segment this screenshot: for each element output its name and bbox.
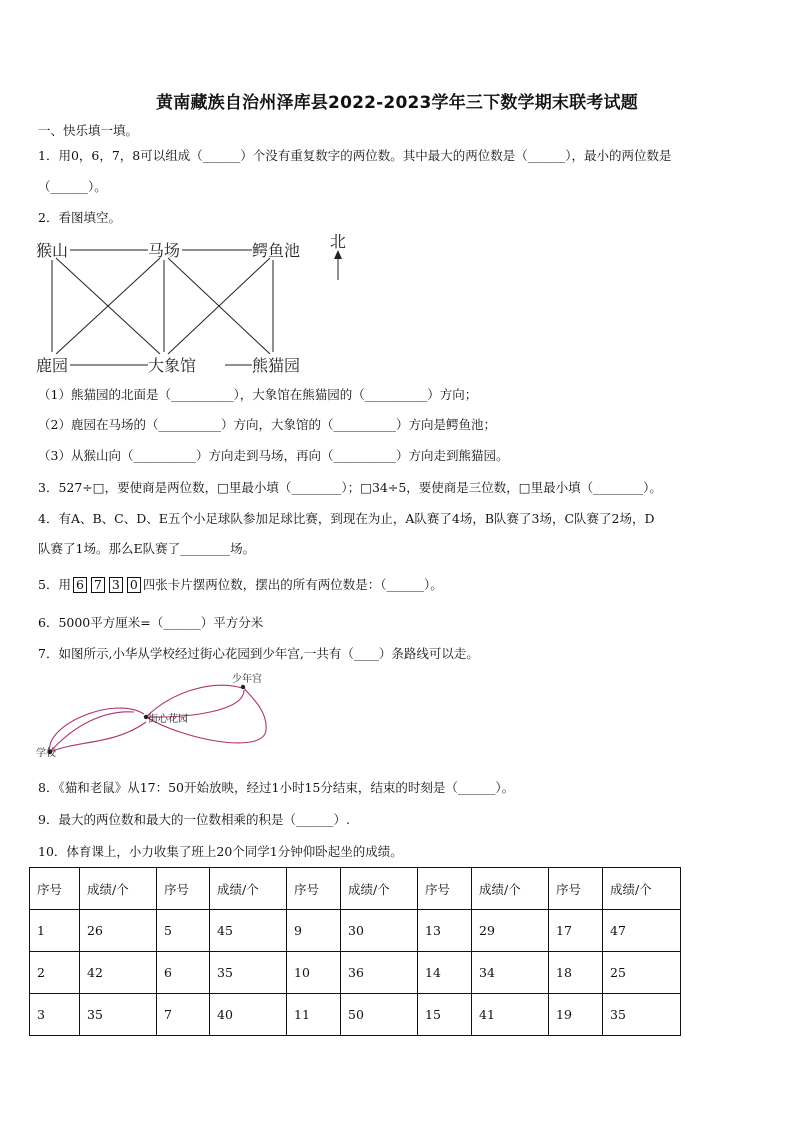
question-2-sub-3: （3）从猴山向（__________）方向走到马场，再向（__________）方向走到熊猫园。 (38, 448, 509, 463)
table-row (30, 952, 681, 994)
question-8: 8．《猫和老鼠》从17：50开始放映，经过1小时15分结束，结束的时刻是（______）。 (38, 780, 515, 795)
question-9: 9．最大的两位数和最大的一位数相乘的积是（______）. (38, 812, 350, 827)
header-cell: 成绩/个 (603, 868, 681, 910)
table-cell: 29 (472, 910, 549, 952)
map-label-eyuchi: 鳄鱼池 (252, 241, 301, 260)
table-cell: 42 (80, 952, 157, 994)
table-cell: 35 (210, 952, 287, 994)
map-label-xiongmaoyuan: 熊猫园 (252, 356, 301, 375)
table-cell: 34 (472, 952, 549, 994)
table-cell: 25 (603, 952, 681, 994)
zoo-map-diagram (30, 228, 360, 378)
map-label-machang: 马场 (148, 241, 181, 260)
route-diagram (34, 670, 284, 770)
table-cell: 19 (549, 994, 603, 1036)
question-1-line-2: （______）。 (38, 179, 107, 194)
header-cell: 成绩/个 (472, 868, 549, 910)
question-2-sub-1: （1）熊猫园的北面是（__________），大象馆在熊猫园的（__________）方向； (38, 387, 478, 402)
table-cell: 35 (603, 994, 681, 1036)
question-10: 10．体育课上，小力收集了班上20个同学1分钟仰卧起坐的成绩。 (38, 844, 403, 859)
table-cell: 2 (30, 952, 80, 994)
question-2-sub-2: （2）鹿园在马场的（__________）方向，大象馆的（__________）方向是鳄鱼池； (38, 417, 496, 432)
table-cell: 11 (287, 994, 341, 1036)
map-label-luyuan: 鹿园 (36, 356, 69, 375)
route-garden-palace-1 (146, 685, 242, 717)
table-cell: 40 (210, 994, 287, 1036)
question-6: 6．5000平方厘米=（______）平方分米 (38, 615, 264, 630)
section-heading: 一、快乐填一填。 (38, 123, 139, 138)
question-5 (38, 577, 443, 593)
north-label: 北 (330, 232, 347, 251)
digit-card: 7 (91, 577, 105, 593)
header-cell: 序号 (30, 868, 80, 910)
header-cell: 成绩/个 (341, 868, 418, 910)
table-row (30, 994, 681, 1036)
label-garden: 街心花园 (148, 714, 188, 725)
table-cell: 15 (418, 994, 472, 1036)
table-cell: 1 (30, 910, 80, 952)
label-school: 学校 (36, 748, 56, 759)
north-arrow-icon (334, 250, 342, 259)
header-cell: 序号 (418, 868, 472, 910)
question-2-prompt: 2．看图填空。 (38, 210, 121, 225)
question-3: 3．527÷□，要使商是两位数，□里最小填（________）；□34÷5，要使商是三位数，□里最小填（________）。 (38, 480, 662, 495)
table-cell: 7 (157, 994, 210, 1036)
table-cell: 14 (418, 952, 472, 994)
map-label-houshan: 猴山 (36, 241, 69, 260)
table-cell: 45 (210, 910, 287, 952)
header-cell: 序号 (157, 868, 210, 910)
header-cell: 序号 (549, 868, 603, 910)
question-1-line-1: 1．用0，6，7，8可以组成（______）个没有重复数字的两位数。其中最大的两位数是（______），最小的两位数是 (38, 148, 672, 163)
table-cell: 17 (549, 910, 603, 952)
table-cell: 9 (287, 910, 341, 952)
scores-table (29, 867, 681, 1036)
table-cell: 50 (341, 994, 418, 1036)
map-label-daxiangguan: 大象馆 (148, 356, 197, 375)
table-cell: 10 (287, 952, 341, 994)
table-header-row (30, 868, 681, 910)
question-5-suffix: 四张卡片摆两位数，摆出的所有两位数是：（______）。 (142, 577, 443, 592)
table-cell: 47 (603, 910, 681, 952)
table-cell: 6 (157, 952, 210, 994)
route-school-garden-1 (50, 712, 134, 752)
table-cell: 5 (157, 910, 210, 952)
table-cell: 30 (341, 910, 418, 952)
header-cell: 序号 (287, 868, 341, 910)
header-cell: 成绩/个 (80, 868, 157, 910)
table-cell: 13 (418, 910, 472, 952)
digit-card: 6 (73, 577, 87, 593)
question-7: 7．如图所示,小华从学校经过街心花园到少年宫,一共有（____）条路线可以走。 (38, 646, 479, 661)
table-cell: 3 (30, 994, 80, 1036)
table-cell: 18 (549, 952, 603, 994)
table-cell: 41 (472, 994, 549, 1036)
page-title: 黄南藏族自治州泽库县2022-2023学年三下数学期末联考试题 (156, 93, 638, 113)
digit-card: 0 (127, 577, 141, 593)
question-4-line-2: 队赛了1场。那么E队赛了________场。 (38, 541, 256, 556)
table-cell: 35 (80, 994, 157, 1036)
table-cell: 36 (341, 952, 418, 994)
question-4-line-1: 4．有A、B、C、D、E五个小足球队参加足球比赛，到现在为止，A队赛了4场，B队赛了3场，C队赛了2场，D (38, 511, 655, 526)
route-school-garden-3 (50, 708, 144, 752)
header-cell: 成绩/个 (210, 868, 287, 910)
table-row (30, 910, 681, 952)
question-5-prefix: 5．用 (38, 577, 71, 592)
digit-card: 3 (109, 577, 123, 593)
table-cell: 26 (80, 910, 157, 952)
palace-point (241, 685, 245, 689)
label-palace: 少年宫 (232, 674, 262, 685)
